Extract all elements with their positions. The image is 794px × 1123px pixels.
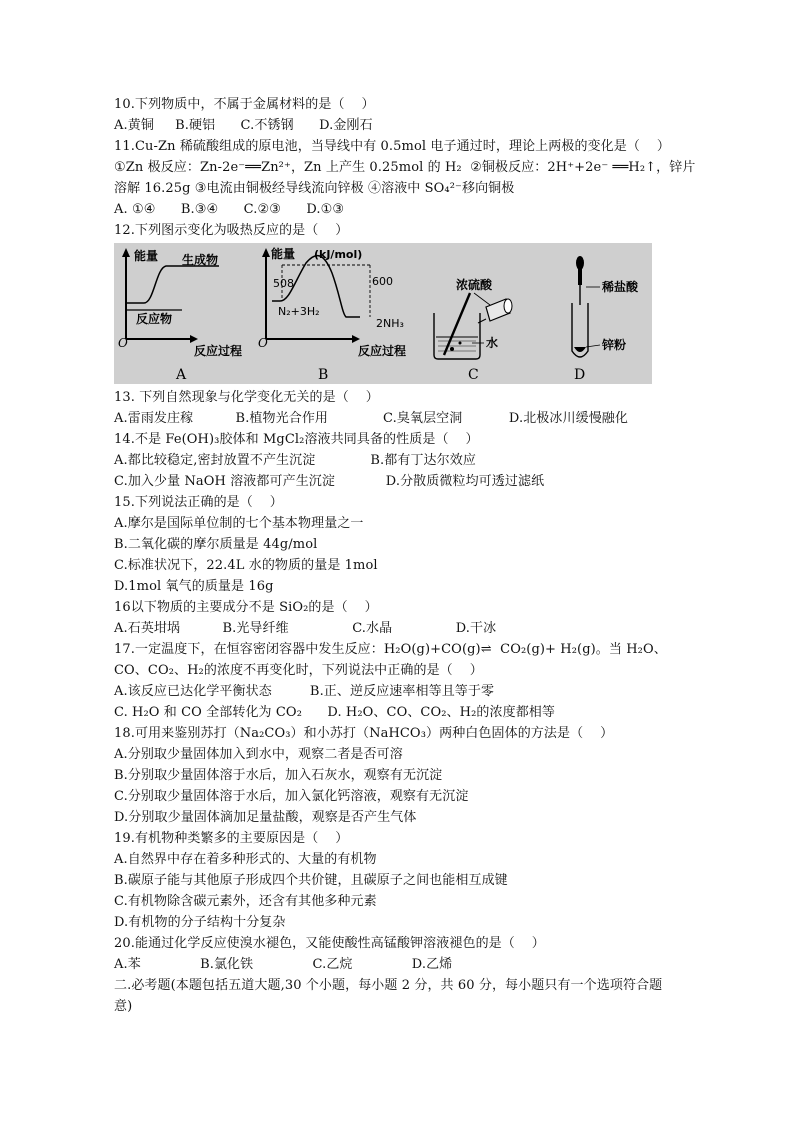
q18-stem: 18.可用来鉴别苏打（Na₂CO₃）和小苏打（NaHCO₃）两种白色固体的方法是（ ） — [114, 726, 614, 741]
section-heading: 二.必考题(本题包括五道大题,30 个小题，每小题 2 分，共 60 分，每小题只有一个选项符合题 — [114, 978, 663, 993]
q14-options-cd: C.加入少量 NaOH 溶液都可产生沉淀 D.分散质微粒均可透过滤纸 — [114, 474, 545, 489]
a-ylabel: 能量 — [134, 249, 159, 263]
q17-options-ab: A.该反应已达化学平衡状态 B.正、逆反应速率相等且等于零 — [114, 684, 495, 699]
q11-options: A. ①④ B.③④ C.②③ D.①③ — [114, 202, 345, 217]
d-zinc-label: 锌粉 — [602, 338, 627, 352]
b-unit: (kJ/mol) — [314, 248, 363, 261]
c-acid-label: 浓硫酸 — [456, 278, 493, 292]
q17-options-cd: C. H₂O 和 CO 全部转化为 CO₂ D. H₂O、CO、CO₂、H₂的浓度都相等 — [114, 705, 555, 720]
panel-c — [434, 277, 512, 383]
b-val-left: 508 — [273, 277, 294, 290]
q15-option-a: A.摩尔是国际单位制的七个基本物理量之一 — [114, 516, 364, 531]
q15-option-b: B.二氧化碳的摩尔质量是 44g/mol — [114, 537, 318, 552]
b-ylabel: 能量 — [271, 247, 296, 261]
panel-a — [118, 248, 242, 383]
q17-stem-1: 17.一定温度下，在恒容密闭容器中发生反应：H₂O(g)+CO(g)⇌ CO₂(g)+ H₂(g)。当 H₂O、 — [114, 642, 667, 657]
q19-option-d: D.有机物的分子结构十分复杂 — [114, 915, 286, 930]
q12-stem: 12.下列图示变化为吸热反应的是（ ） — [114, 223, 349, 238]
c-caption: C — [468, 367, 479, 383]
b-product: 2NH₃ — [376, 317, 404, 330]
q20-stem: 20.能通过化学反应使溴水褪色，又能使酸性高锰酸钾溶液褪色的是（ ） — [114, 936, 545, 951]
b-val-right: 600 — [372, 275, 393, 288]
q10-options: A.黄铜 B.硬铝 C.不锈钢 D.金刚石 — [114, 118, 373, 133]
q18-option-c: C.分别取少量固体溶于水后，加入氯化钙溶液，观察有无沉淀 — [114, 789, 469, 804]
q11-stem: 11.Cu-Zn 稀硫酸组成的原电池，当导线中有 0.5mol 电子通过时，理论上两极的变化是（ ） — [114, 139, 671, 154]
a-xlabel: 反应过程 — [194, 344, 243, 358]
q17-stem-2: CO、CO₂、H₂的浓度不再变化时，下列说法中正确的是（ ） — [114, 663, 483, 678]
a-product-label: 生成物 — [182, 253, 219, 267]
q15-option-c: C.标准状况下，22.4L 水的物质的量是 1mol — [114, 558, 378, 573]
q19-stem: 19.有机物种类繁多的主要原因是（ ） — [114, 831, 349, 846]
q18-option-d: D.分别取少量固体滴加足量盐酸，观察是否产生气体 — [114, 810, 417, 825]
c-water-label: 水 — [486, 336, 499, 350]
q13-options: A.雷雨发庄稼 B.植物光合作用 C.臭氧层空洞 D.北极冰川缓慢融化 — [114, 411, 629, 426]
panel-d — [572, 256, 639, 383]
d-acid-label: 稀盐酸 — [602, 280, 639, 294]
q18-option-b: B.分别取少量固体溶于水后，加入石灰水，观察有无沉淀 — [114, 768, 443, 783]
q15-option-d: D.1mol 氧气的质量是 16g — [114, 579, 274, 594]
q19-option-b: B.碳原子能与其他原子形成四个共价键，且碳原子之间也能相互成键 — [114, 873, 508, 888]
b-xlabel: 反应过程 — [358, 344, 407, 358]
q16-options: A.石英坩埚 B.光导纤维 C.水晶 D.干冰 — [114, 621, 497, 636]
b-reactant: N₂+3H₂ — [278, 305, 320, 318]
q15-stem: 15.下列说法正确的是（ ） — [114, 495, 283, 510]
q19-option-c: C.有机物除含碳元素外，还含有其他多种元素 — [114, 894, 377, 909]
a-origin: O — [118, 336, 128, 350]
a-caption: A — [176, 367, 187, 383]
section-heading-cont: 意) — [114, 999, 133, 1014]
b-origin: O — [258, 336, 268, 350]
q19-option-a: A.自然界中存在着多种形式的、大量的有机物 — [114, 852, 377, 867]
q10-stem: 10.下列物质中，不属于金属材料的是（ ） — [114, 97, 375, 112]
d-caption: D — [574, 367, 586, 383]
q11-statement-1: ①Zn 极反应：Zn-2e⁻══Zn²⁺，Zn 上产生 0.25mol 的 H₂ ②铜极反应：2H⁺+2e⁻ ══H₂↑，锌片 — [114, 160, 696, 175]
q13-stem: 13. 下列自然现象与化学变化无关的是（ ） — [114, 390, 379, 405]
q14-options-ab: A.都比较稳定,密封放置不产生沉淀 B.都有丁达尔效应 — [114, 453, 476, 468]
q12-figure — [114, 243, 652, 384]
b-caption: B — [318, 367, 329, 383]
q11-statement-2: 溶解 16.25g ③电流由铜极经导线流向锌极 ④溶液中 SO₄²⁻移向铜极 — [114, 181, 515, 196]
q14-stem: 14.不是 Fe(OH)₃胶体和 MgCl₂溶液共同具备的性质是（ ） — [114, 432, 479, 447]
panel-b — [258, 246, 406, 383]
q20-options: A.苯 B.氯化铁 C.乙烷 D.乙烯 — [114, 957, 453, 972]
q16-stem: 16以下物质的主要成分不是 SiO₂的是（ ） — [114, 600, 378, 615]
a-reactant-label: 反应物 — [136, 312, 173, 326]
q18-option-a: A.分别取少量固体加入到水中，观察二者是否可溶 — [114, 747, 403, 762]
